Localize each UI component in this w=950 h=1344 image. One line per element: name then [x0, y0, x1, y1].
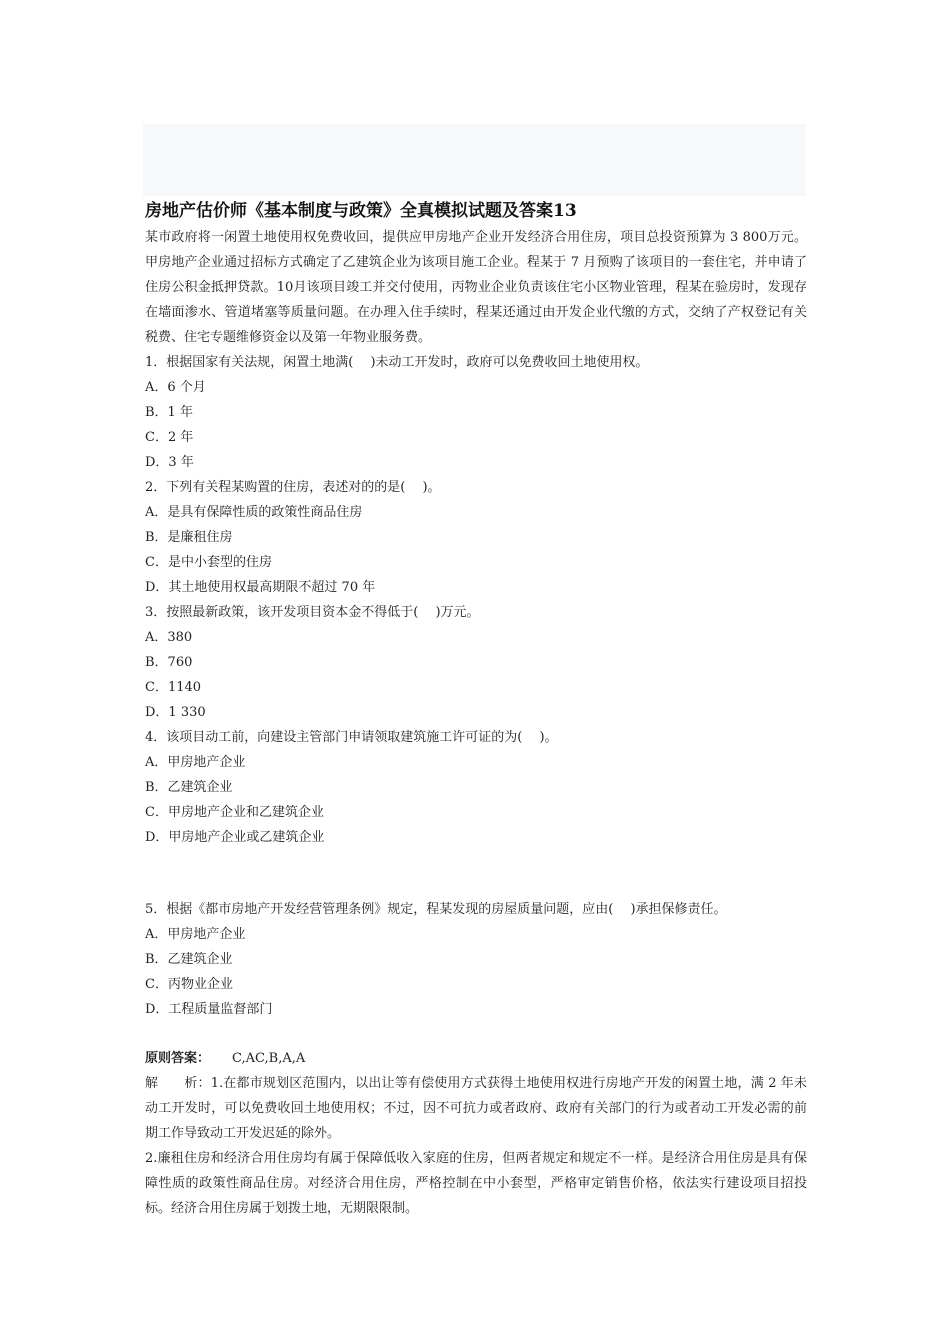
spacer: [145, 850, 807, 897]
question-3: [145, 600, 807, 725]
option-d: D．其土地使用权最高期限不超过 70 年: [145, 580, 376, 595]
question-stem: 1．根据国家有关法规，闲置土地满( )未动工开发时，政府可以免费收回土地使用权。: [145, 355, 649, 370]
option-b: B．1 年: [145, 405, 193, 420]
question-stem: 2．下列有关程某购置的住房，表述对的的是( )。: [145, 480, 441, 495]
option-b: B．乙建筑企业: [145, 952, 233, 967]
option-c: C．丙物业企业: [145, 977, 233, 992]
option-d: D．1 330: [145, 705, 206, 720]
question-4: [145, 725, 807, 850]
header-banner: [143, 124, 806, 196]
option-a: A．甲房地产企业: [145, 927, 246, 942]
option-c: C．1140: [145, 680, 202, 695]
document-body: [145, 199, 807, 1221]
option-c: C．2 年: [145, 430, 194, 445]
document-title: 房地产估价师《基本制度与政策》全真模拟试题及答案13: [145, 201, 577, 221]
option-a: A．是具有保障性质的政策性商品住房: [145, 505, 363, 520]
spacer: [145, 1022, 807, 1046]
question-2: [145, 475, 807, 600]
option-b: B．是廉租住房: [145, 530, 233, 545]
option-c: C．是中小套型的住房: [145, 555, 272, 570]
answer-label: 原则答案：: [145, 1051, 211, 1066]
question-stem: 5．根据《都市房地产开发经营管理条例》规定，程某发现的房屋质量问题，应由( )承担保修责任。: [145, 902, 727, 917]
option-d: D．3 年: [145, 455, 194, 470]
option-a: A．6 个月: [145, 380, 206, 395]
question-stem: 4．该项目动工前，向建设主管部门申请领取建筑施工许可证的为( )。: [145, 730, 558, 745]
case-intro: 某市政府将一闲置土地使用权免费收回，提供应甲房地产企业开发经济合用住房，项目总投资预算为 3 800万元。甲房地产企业通过招标方式确定了乙建筑企业为该项目施工企业。程某于 7 月预购了该项目的一套住宅，并申请了住房公积金抵押贷款。10月该项目竣工并交付使用，丙物业企业负责该住宅小区物业管理，程某在验房时，发现存在墙面渗水、管道堵塞等质量问题。在办理入住手续时，程某还通过由开发企业代缴的方式，交纳了产权登记有关税费、住宅专题维修资金以及第一年物业服务费。: [145, 230, 807, 345]
question-5: [145, 897, 807, 1022]
option-c: C．甲房地产企业和乙建筑企业: [145, 805, 324, 820]
option-b: B．乙建筑企业: [145, 780, 233, 795]
question-stem: 3．按照最新政策，该开发项目资本金不得低于( )万元。: [145, 605, 480, 620]
answer-value: C,AC,B,A,A: [232, 1051, 306, 1066]
option-d: D．工程质量监督部门: [145, 1002, 273, 1017]
analysis-paragraph-1: 解 析：1.在都市规划区范围内，以出让等有偿使用方式获得土地使用权进行房地产开发的闲置土地，满 2 年未动工开发时，可以免费收回土地使用权；不过，因不可抗力或者政府、政府有关部门的行为或者动工开发必需的前期工作导致动工开发迟延的除外。: [145, 1076, 807, 1141]
option-b: B．760: [145, 655, 193, 670]
option-a: A．380: [145, 630, 193, 645]
answer-line: [145, 1046, 807, 1071]
question-1: [145, 350, 807, 475]
option-d: D．甲房地产企业或乙建筑企业: [145, 830, 325, 845]
option-a: A．甲房地产企业: [145, 755, 246, 770]
analysis-paragraph-2: 2.廉租住房和经济合用住房均有属于保障低收入家庭的住房，但两者规定和规定不一样。是经济合用住房是具有保障性质的政策性商品住房。对经济合用住房，严格控制在中小套型，严格审定销售价格，依法实行建设项目招投标。经济合用住房属于划拨土地，无期限限制。: [145, 1151, 807, 1216]
